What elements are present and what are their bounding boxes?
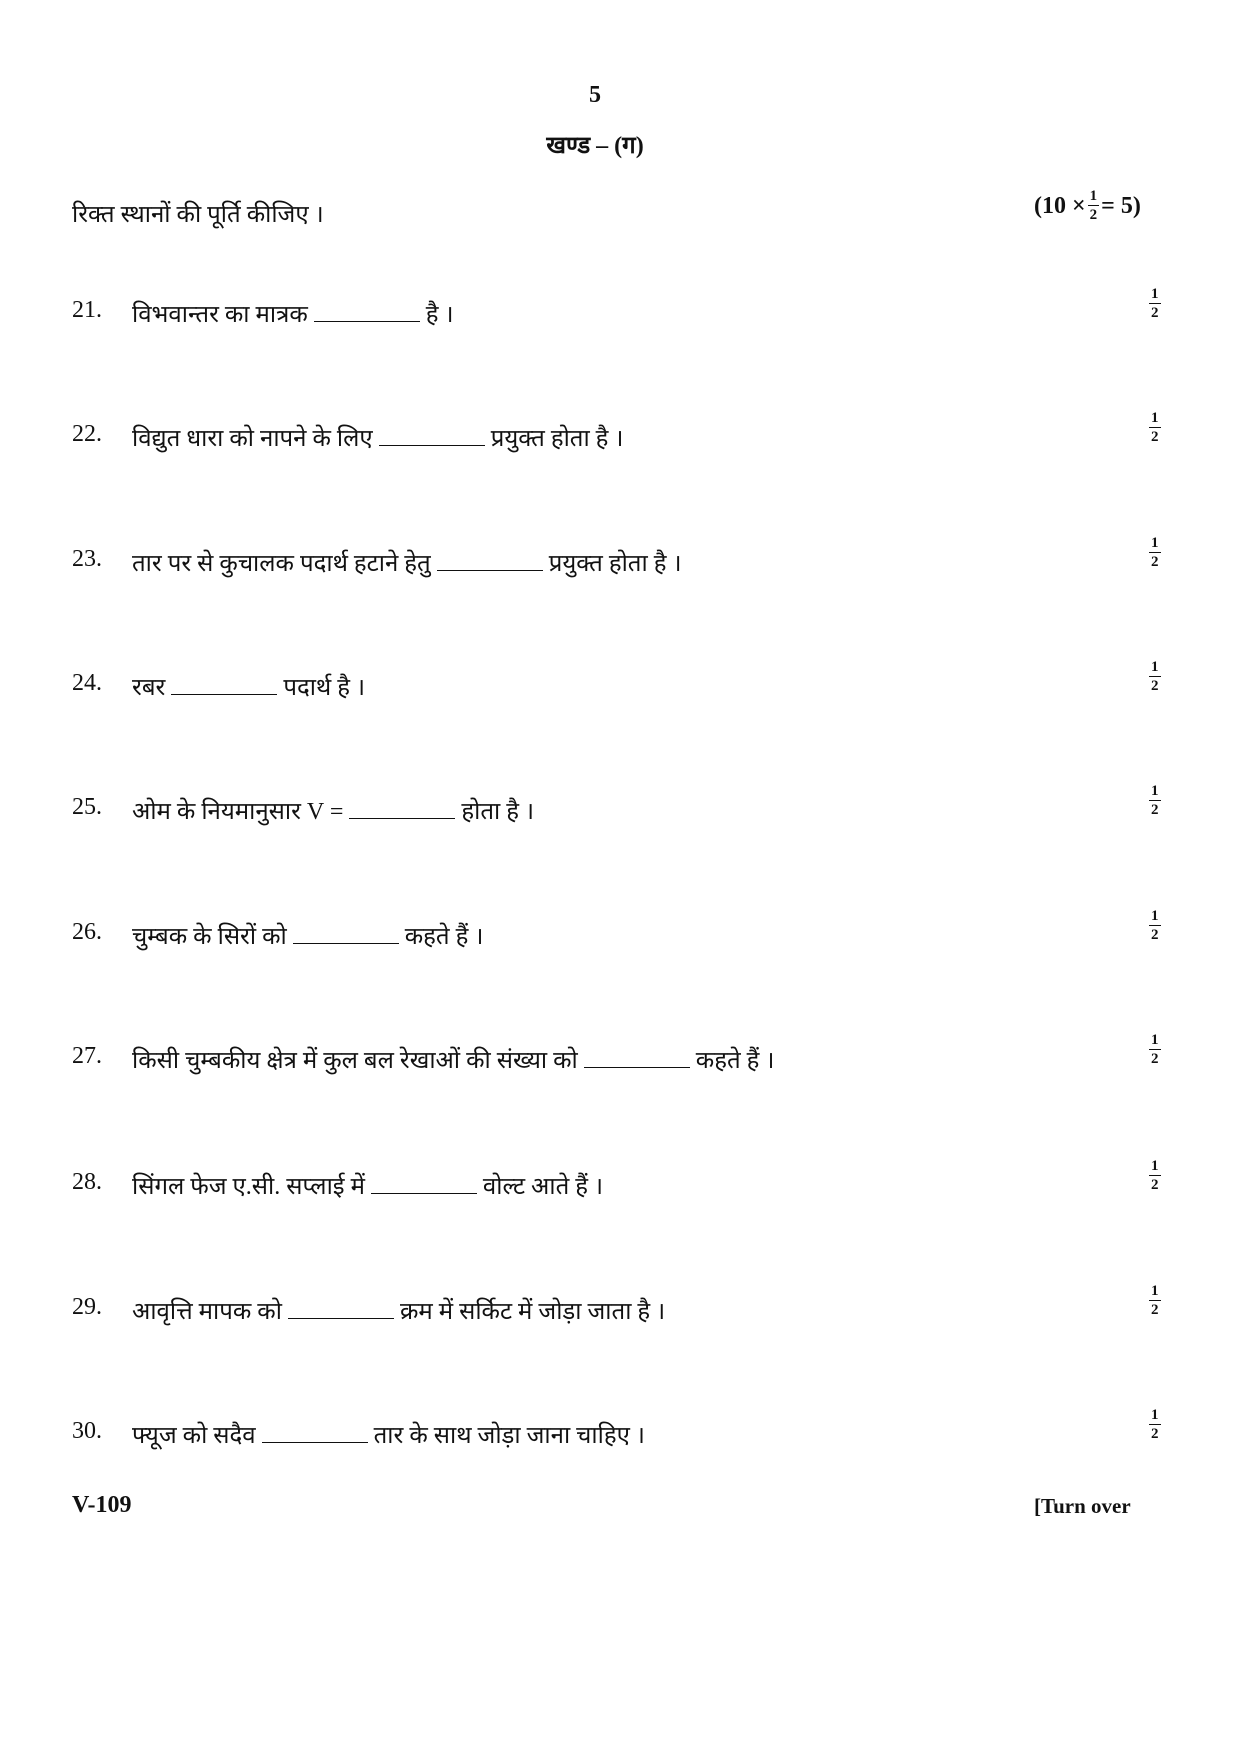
question-marks <box>1149 784 1161 818</box>
instruction: रिक्त स्थानों की पूर्ति कीजिए । <box>72 202 324 228</box>
fraction-denominator: 2 <box>1151 554 1159 570</box>
fraction-denominator: 2 <box>1151 802 1159 818</box>
question-item <box>72 908 1172 959</box>
question-text-after: कहते हैं । <box>695 1048 775 1074</box>
question-text <box>132 1294 665 1327</box>
question-marks <box>1149 909 1161 943</box>
fraction-denominator: 2 <box>1151 678 1159 694</box>
fraction-denominator: 2 <box>1151 1177 1159 1193</box>
footer-code: V-109 <box>72 1492 132 1518</box>
question-text <box>132 919 483 952</box>
marks-total-fraction <box>1088 189 1100 223</box>
question-text-after: प्रयुक्त होता है । <box>548 551 682 577</box>
question-text-after: वोल्ट आते हैं । <box>482 1174 604 1200</box>
fraction-numerator: 1 <box>1151 1283 1159 1299</box>
question-number: 26. <box>72 919 102 945</box>
fraction-denominator: 2 <box>1089 207 1098 223</box>
question-text-before: विभवान्तर का मात्रक <box>132 302 308 328</box>
question-text-before: चुम्बक के सिरों को <box>132 924 287 950</box>
question-text-before: फ्यूज को सदैव <box>132 1423 256 1449</box>
answer-blank[interactable] <box>437 550 543 571</box>
question-text-before: विद्युत धारा को नापने के लिए <box>132 426 373 452</box>
question-text-before: सिंगल फेज ए.सी. सप्लाई में <box>132 1174 365 1200</box>
question-item <box>72 1158 1172 1209</box>
question-number: 25. <box>72 794 102 820</box>
question-number: 21. <box>72 297 102 323</box>
question-text-before: ओम के नियमानुसार V = <box>132 799 344 825</box>
answer-blank[interactable] <box>262 1422 368 1443</box>
marks-total <box>1034 189 1141 223</box>
question-text-after: तार के साथ जोड़ा जाना चाहिए । <box>373 1423 645 1449</box>
question-text <box>132 1418 645 1451</box>
fraction-numerator: 1 <box>1151 1158 1159 1174</box>
page-number: 5 <box>589 82 601 108</box>
question-number: 24. <box>72 670 102 696</box>
question-text-after: होता है । <box>461 799 535 825</box>
question-item <box>72 659 1172 710</box>
answer-blank[interactable] <box>171 674 277 695</box>
fraction-numerator: 1 <box>1151 659 1159 675</box>
question-text-after: प्रयुक्त होता है । <box>490 426 624 452</box>
fraction-numerator: 1 <box>1151 783 1159 799</box>
question-number: 29. <box>72 1294 102 1320</box>
marks-total-suffix: = 5) <box>1101 192 1141 219</box>
answer-blank[interactable] <box>288 1298 394 1319</box>
question-number: 22. <box>72 421 102 447</box>
question-marks <box>1149 287 1161 321</box>
question-text <box>132 794 534 827</box>
fraction-numerator: 1 <box>1151 535 1159 551</box>
fraction-denominator: 2 <box>1151 1426 1159 1442</box>
fraction-numerator: 1 <box>1151 1032 1159 1048</box>
question-item <box>72 1032 1172 1083</box>
question-number: 30. <box>72 1418 102 1444</box>
question-marks <box>1149 1033 1161 1067</box>
question-item <box>72 410 1172 461</box>
question-number: 27. <box>72 1043 102 1069</box>
question-marks <box>1149 1408 1161 1442</box>
question-text-before: किसी चुम्बकीय क्षेत्र में कुल बल रेखाओं की संख्या को <box>132 1048 578 1074</box>
question-text <box>132 297 454 330</box>
answer-blank[interactable] <box>371 1173 477 1194</box>
fraction-denominator: 2 <box>1151 429 1159 445</box>
answer-blank[interactable] <box>293 923 399 944</box>
question-marks <box>1149 1284 1161 1318</box>
question-item <box>72 1283 1172 1334</box>
answer-blank[interactable] <box>314 301 420 322</box>
question-item <box>72 286 1172 337</box>
question-marks <box>1149 1159 1161 1193</box>
question-text-after: कहते हैं । <box>404 924 484 950</box>
fraction-denominator: 2 <box>1151 1051 1159 1067</box>
question-text-after: क्रम में सर्किट में जोड़ा जाता है । <box>399 1299 666 1325</box>
question-number: 28. <box>72 1169 102 1195</box>
question-text-before: तार पर से कुचालक पदार्थ हटाने हेतु <box>132 551 431 577</box>
marks-total-prefix: (10 × <box>1034 192 1086 219</box>
fraction-numerator: 1 <box>1089 188 1098 204</box>
question-text-after: पदार्थ है । <box>283 675 366 701</box>
fraction-denominator: 2 <box>1151 927 1159 943</box>
question-text <box>132 1043 774 1076</box>
question-text <box>132 421 624 454</box>
answer-blank[interactable] <box>584 1047 690 1068</box>
question-text-before: रबर <box>132 675 166 701</box>
question-marks <box>1149 411 1161 445</box>
question-text-after: है । <box>425 302 454 328</box>
footer-turn-over: [Turn over <box>1034 1494 1131 1518</box>
question-item <box>72 1407 1172 1458</box>
question-text-before: आवृत्ति मापक को <box>132 1299 282 1325</box>
fraction-numerator: 1 <box>1151 410 1159 426</box>
fraction-denominator: 2 <box>1151 305 1159 321</box>
question-marks <box>1149 536 1161 570</box>
question-text <box>132 546 682 579</box>
question-marks <box>1149 660 1161 694</box>
question-text <box>132 670 365 703</box>
question-number: 23. <box>72 546 102 572</box>
question-item <box>72 535 1172 586</box>
fraction-numerator: 1 <box>1151 908 1159 924</box>
question-item <box>72 783 1172 834</box>
fraction-numerator: 1 <box>1151 1407 1159 1423</box>
question-text <box>132 1169 603 1202</box>
fraction-numerator: 1 <box>1151 286 1159 302</box>
answer-blank[interactable] <box>379 425 485 446</box>
answer-blank[interactable] <box>349 798 455 819</box>
section-title: खण्ड – (ग) <box>546 133 644 159</box>
fraction-denominator: 2 <box>1151 1302 1159 1318</box>
